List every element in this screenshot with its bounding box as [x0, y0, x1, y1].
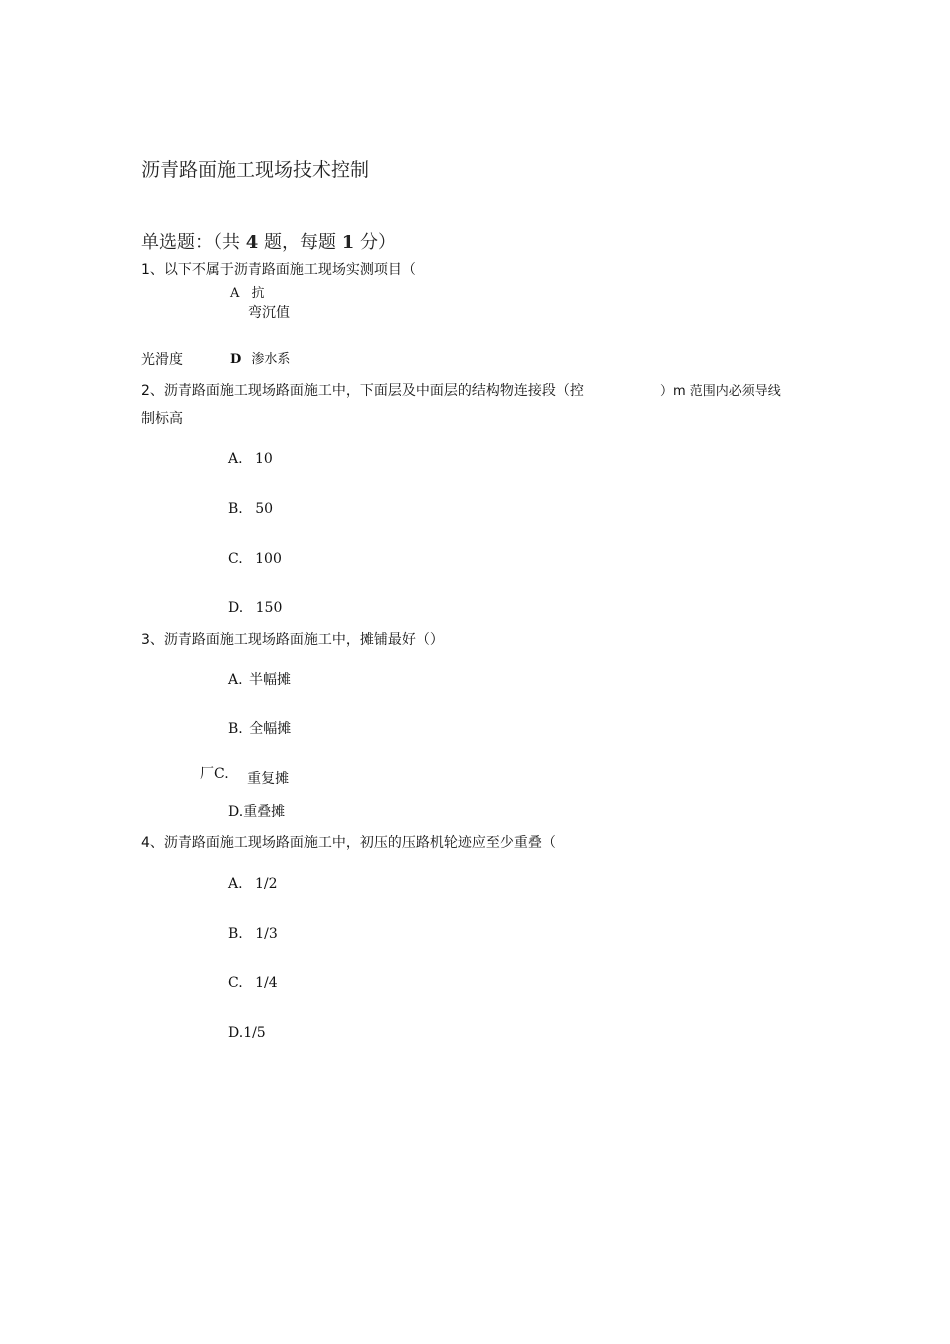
option-label: A.: [228, 451, 243, 467]
option-label: D.: [228, 600, 244, 616]
option-d-text: 渗水系: [251, 352, 291, 367]
option-text: 重叠摊: [243, 804, 286, 820]
question-4-text: 4、沥青路面施工现场路面施工中，初压的压路机轮迹应至少重叠（: [141, 835, 556, 851]
option-text: 50: [255, 501, 274, 517]
question-count: 4: [245, 232, 259, 253]
question-2-text: 2、沥青路面施工现场路面施工中，下面层及中面层的结构物连接段（控: [141, 383, 584, 399]
question-4-option-c[interactable]: [228, 975, 278, 991]
section-header: [141, 228, 396, 254]
question-2-option-b[interactable]: [228, 501, 273, 517]
question-2-text-line2: 制标高: [141, 411, 183, 427]
question-4-option-a[interactable]: [228, 876, 278, 892]
option-label: B.: [228, 501, 243, 517]
option-label: 厂C.: [200, 766, 229, 782]
option-label: B.: [228, 926, 243, 942]
option-a-label: A: [230, 286, 240, 301]
option-text: 重复摊: [247, 771, 290, 787]
option-label: B.: [228, 721, 243, 737]
option-text: 150: [255, 600, 283, 616]
question-score: 1: [341, 232, 355, 253]
question-2-option-c[interactable]: [228, 551, 282, 567]
question-3-option-c[interactable]: [200, 763, 290, 787]
section-label: 单选题：（共: [141, 232, 240, 253]
question-2-option-d[interactable]: [228, 600, 282, 616]
option-label: D.: [228, 804, 244, 820]
question-3-option-a[interactable]: [228, 669, 291, 689]
question-1-option-d[interactable]: [230, 348, 291, 367]
question-3-option-d[interactable]: [228, 801, 285, 821]
option-text: 1/4: [255, 975, 278, 991]
option-label: A.: [228, 876, 243, 892]
question-3-option-b[interactable]: [228, 718, 291, 738]
option-text: 半幅摊: [249, 672, 292, 688]
option-label: D.: [228, 1025, 244, 1041]
question-1-text: 1、以下不属于沥青路面施工现场实测项目（: [141, 262, 416, 278]
document-title: 沥青路面施工现场技术控制: [141, 159, 370, 181]
option-text: 1/3: [255, 926, 278, 942]
question-1-option-b[interactable]: 弯沉值: [248, 305, 290, 321]
option-label: A.: [228, 672, 243, 688]
option-text: 全幅摊: [249, 721, 292, 737]
option-text: 1/2: [255, 876, 278, 892]
option-text: 1/5: [243, 1025, 266, 1041]
question-1-option-c[interactable]: 光滑度: [141, 352, 183, 368]
question-1-option-a[interactable]: [230, 282, 265, 301]
section-mid: 题，每题: [264, 232, 336, 253]
option-a-text: 抗: [251, 286, 265, 301]
option-text: 100: [255, 551, 282, 567]
question-4-option-d[interactable]: [228, 1025, 266, 1041]
question-2-option-a[interactable]: [228, 451, 273, 467]
option-label: C.: [228, 551, 243, 567]
option-text: 10: [255, 451, 273, 467]
question-2-text-tail: ）m 范围内必须导线: [660, 384, 781, 399]
section-tail: 分）: [360, 232, 396, 253]
option-d-label: D: [230, 352, 242, 367]
question-4-option-b[interactable]: [228, 926, 278, 942]
question-3-text: 3、沥青路面施工现场路面施工中，摊铺最好（）: [141, 632, 444, 648]
option-label: C.: [228, 975, 243, 991]
